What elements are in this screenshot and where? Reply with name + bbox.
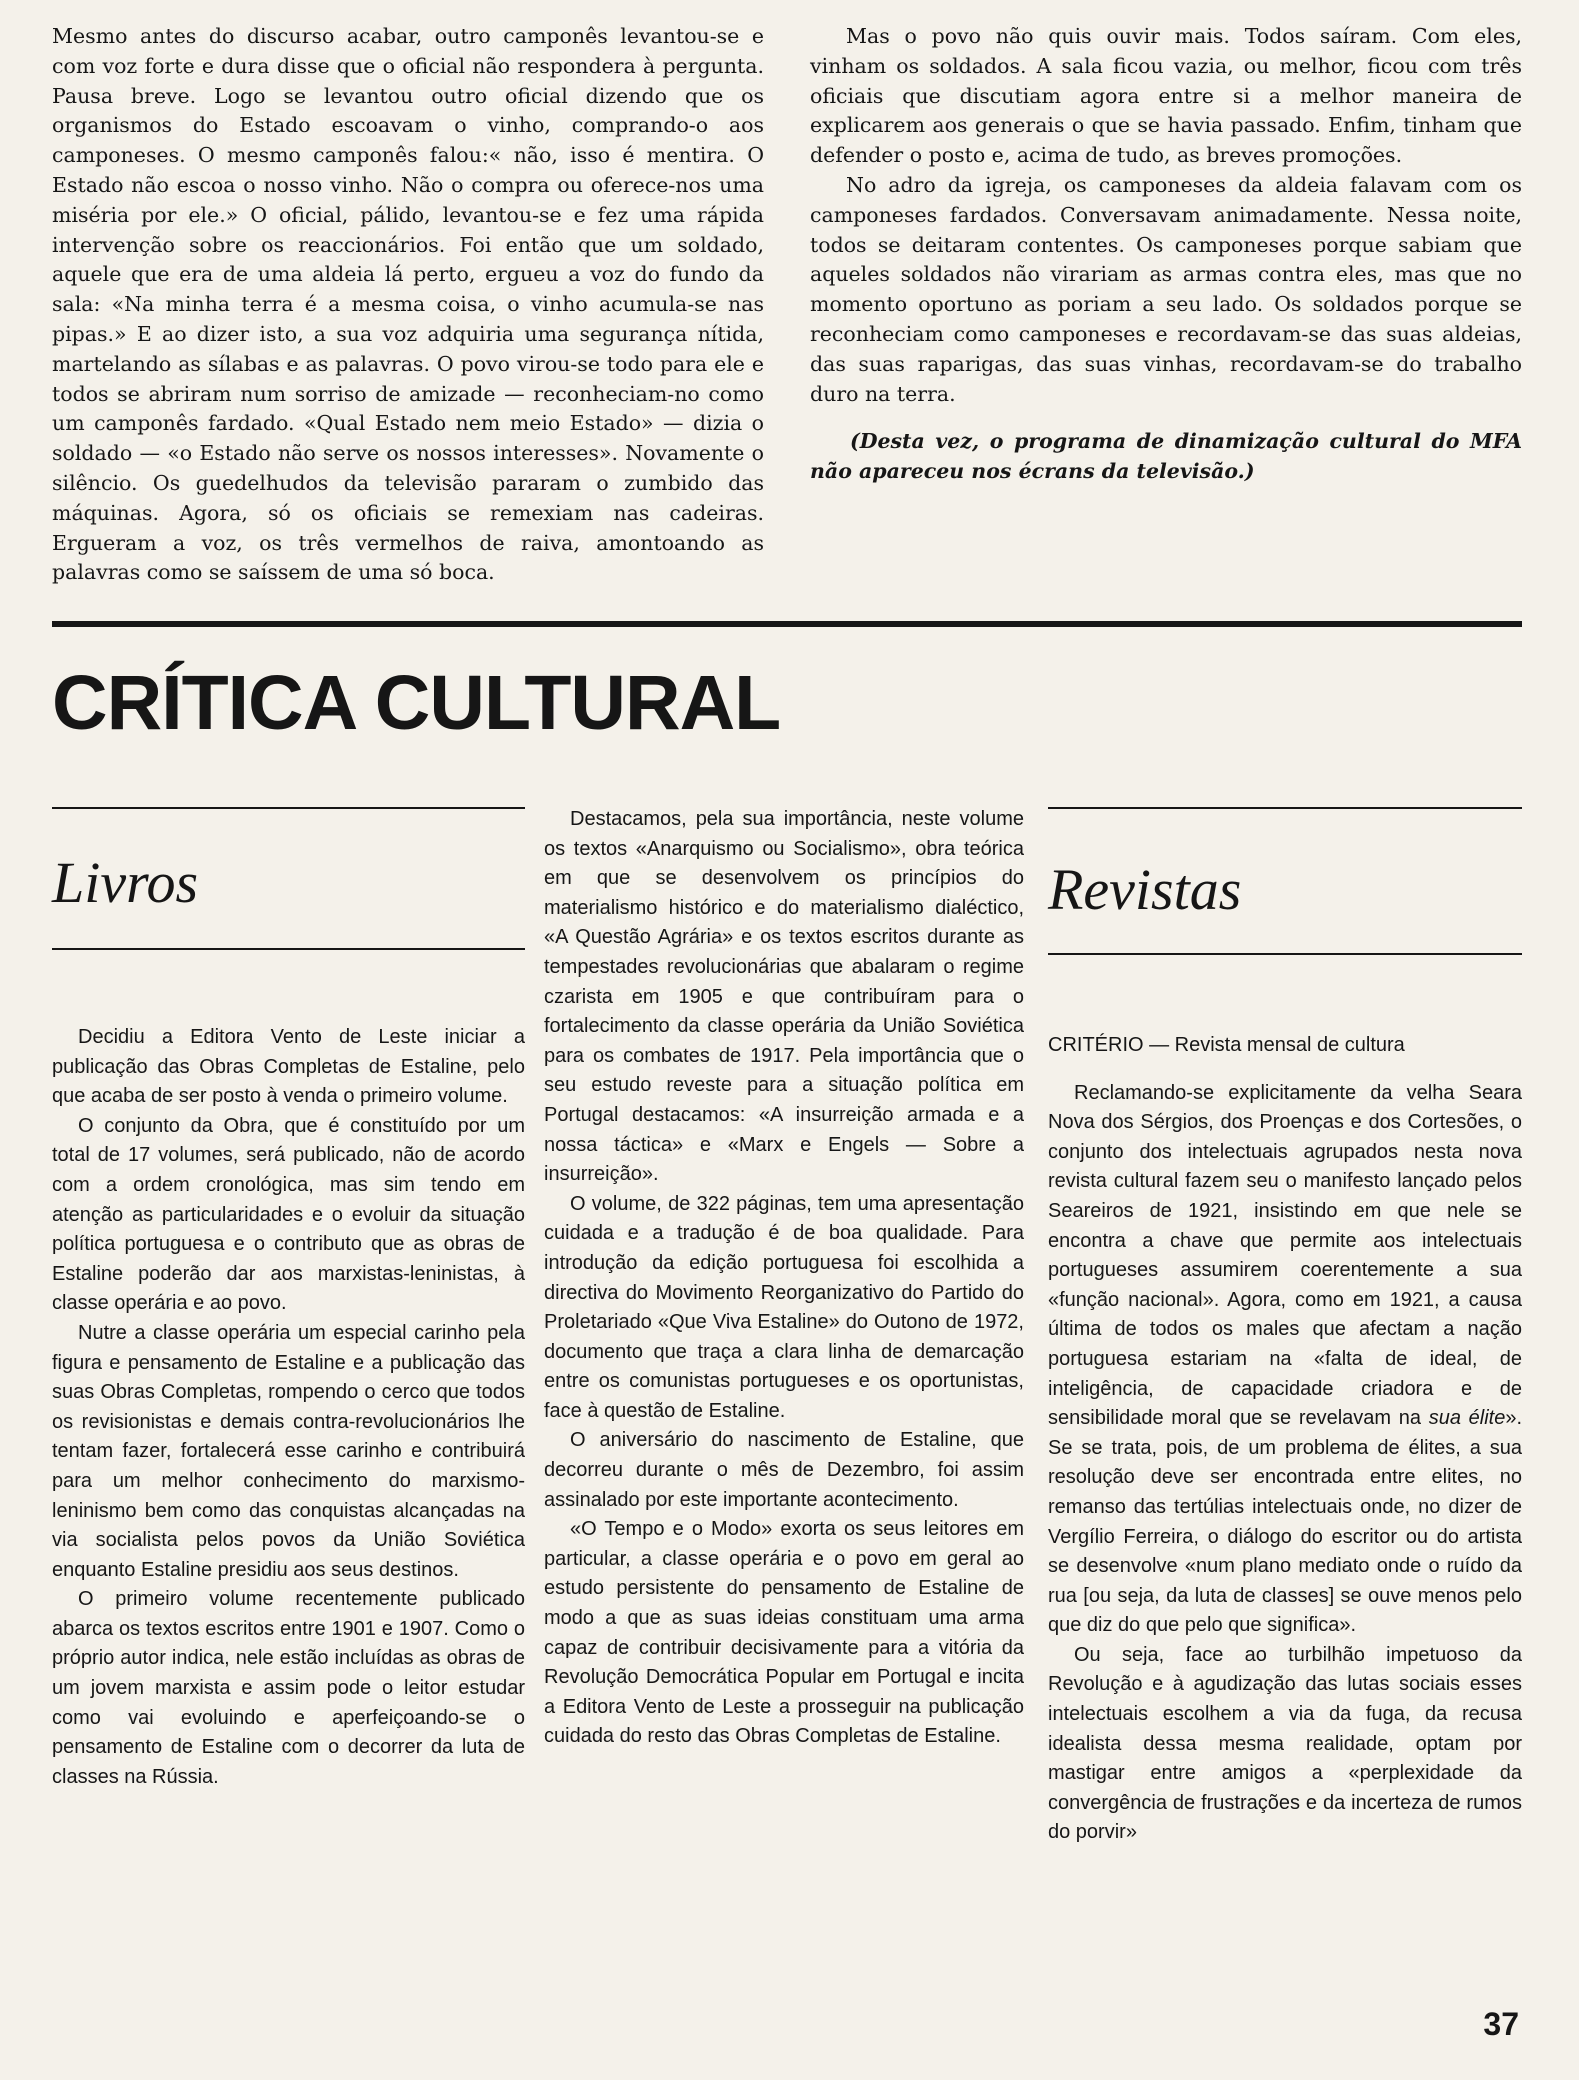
livros-paragraph: O conjunto da Obra, que é constituído por um total de 17 volumes, será publicado, não de acordo com a ordem cronológica, mas sim tendo em atenção as particularidades e o evoluir da situação política portuguesa e o contributo que as obras de Estaline poderão dar aos marxistas-leninistas, à classe operária e ao povo. (52, 1114, 525, 1315)
livros-paragraph: O primeiro volume recentemente publicado abarca os textos escritos entre 1901 e 1907. Como o próprio autor indica, nele estão incluídas as obras de um jovem marxista e assim pode o leitor estudar como vai evoluindo e aperfeiçoando-se o pensamento de Estaline com o decorrer da luta de classes na Rússia. (52, 1588, 525, 1788)
revistas-emphasis: sua élite (1428, 1407, 1506, 1430)
section-divider (52, 621, 1522, 627)
livros-heading: Livros (52, 850, 199, 915)
story-paragraph: Mesmo antes do discurso acabar, outro camponês levantou-se e com voz forte e dura disse que o oficial não respondera à pergunta. Pausa breve. Logo se levantou outro oficial dizendo que os organismos do Estado escoavam o vinho, comprando-o aos camponeses. O mesmo camponês falou:« não, isso é mentira. O Estado não escoa o nosso vinho. Não o compra ou oferece-nos uma miséria por ele.» O oficial, pálido, levantou-se e fez uma rápida intervenção sobre os reaccionários. Foi então que um soldado, aquele que era de uma aldeia lá perto, ergueu a voz do fundo da sala: «Na minha terra é a mesma coisa, o vinho acumula-se nas pipas.» E ao dizer isto, a sua voz adquiria uma segurança nítida, martelando as sílabas e as palavras. O povo virou-se todo para ele e todos se abriram num sorriso de amizade — reconheciam-no como um camponês fardado. «Qual Estado nem meio Estado» — dizia o soldado — «o Estado não serve os nossos interesses». Novamente o silêncio. Os guedelhudos da televisão pararam o zumbido das máquinas. Agora, só os oficiais se remexiam nas cadeiras. Ergueram a voz, os três vermelhos de raiva, amontoando as palavras como se saíssem de uma só boca. (52, 24, 764, 585)
story-column-left (52, 22, 764, 588)
story-column-right (810, 22, 1522, 487)
story-credit: (Desta vez, o programa de dinamização cultural do MFA não apareceu nos écrans da televisão.) (810, 429, 1522, 484)
livros-rule-bottom (52, 948, 525, 950)
middle-paragraph: Destacamos, pela sua importância, neste volume os textos «Anarquismo ou Socialismo», obra teórica em que se desenvolvem os princípios do materialismo histórico e do materialismo dialéctico, «A Questão Agrária» e os textos escritos durante as tempestades revolucionárias que abalaram o regime czarista em 1905 e que contribuíram para o fortalecimento da classe operária da União Soviética para os combates de 1917. Pela importância que o seu estudo reveste para a situação política em Portugal destacamos: «A insurreição armada e a nossa táctica» e «Marx e Engels — Sobre a insurreição». (544, 808, 1024, 1186)
middle-paragraph: O aniversário do nascimento de Estaline, que decorreu durante o mês de Dezembro, foi assim assinalado por este importante acontecimento. (544, 1429, 1024, 1511)
revistas-rule-top (1048, 807, 1522, 809)
middle-paragraph: O volume, de 322 páginas, tem uma apresentação cuidada e a tradução é de boa qualidade. Para introdução da edição portuguesa foi escolhida a directiva do Movimento Reorganizativo do Partido do Proletariado «Que Viva Estaline» do Outono de 1972, documento que traça a clara linha de demarcação entre os comunistas portugueses e os oportunistas, face à questão de Estaline. (544, 1192, 1024, 1422)
livros-paragraph: Nutre a classe operária um especial carinho pela figura e pensamento de Estaline e a publicação das suas Obras Completas, rompendo o cerco que todos os revisionistas e demais contra-revolucionários lhe tentam fazer, fortalecerá esse carinho e contribuirá para um melhor conhecimento do marxismo-leninismo bem como das conquistas alcançadas na via socialista pelos povos da União Soviética enquanto Estaline presidiu aos seus destinos. (52, 1321, 525, 1581)
revistas-column (1048, 1031, 1522, 1848)
story-paragraph: Mas o povo não quis ouvir mais. Todos saíram. Com eles, vinham os soldados. A sala ficou vazia, ou melhor, ficou com três oficiais que discutiam agora entre si a melhor maneira de explicarem aos generais o que se havia passado. Enfim, tinham que defender o posto e, acima de tudo, as breves promoções. (810, 24, 1522, 168)
middle-paragraph: «O Tempo e o Modo» exorta os seus leitores em particular, a classe operária e o povo em geral ao estudo persistente do pensamento de Estaline de modo a que as suas ideias constituam uma arma capaz de contribuir decisivamente para a vitória da Revolução Democrática Popular em Portugal e incita a Editora Vento de Leste a prosseguir na publicação cuidada do resto das Obras Completas de Estaline. (544, 1518, 1024, 1748)
livros-rule-top (52, 807, 525, 809)
livros-paragraph: Decidiu a Editora Vento de Leste iniciar a publicação das Obras Completas de Estaline, pelo que acaba de ser posto à venda o primeiro volume. (52, 1026, 525, 1108)
livros-column (52, 1023, 525, 1792)
section-title: CRÍTICA CULTURAL (52, 660, 781, 746)
page-number: 37 (1483, 2006, 1519, 2042)
revistas-rule-bottom (1048, 953, 1522, 955)
revistas-lead: CRITÉRIO — Revista mensal de cultura (1048, 1034, 1405, 1056)
revistas-text: Reclamando-se explicitamente da velha Seara Nova dos Sérgios, dos Proenças e dos Cortesões, o conjunto dos intelectuais agrupados nesta nova revista cultural fazem seu o manifesto lançado pelos Seareiros de 1921, insistindo em que nele se encontra a chave que permite aos intelectuais portugueses assumirem coerentemente a sua «função nacional». Agora, como em 1921, a causa última de todos os males que afectam a nação portuguesa estariam na «falta de ideal, de inteligência, de capacidade criadora e de sensibilidade moral que se revelavam na (1048, 1081, 1522, 1430)
revistas-paragraph: Ou seja, face ao turbilhão impetuoso da Revolução e à agudização das lutas sociais esses intelectuais escolhem a via da fuga, da recusa idealista dessa mesma realidade, optam por mastigar entre amigos a «perplexidade da convergência de frustrações e da incerteza de rumos do porvir» (1048, 1643, 1522, 1844)
middle-column (544, 805, 1024, 1752)
revistas-paragraph (1048, 1079, 1522, 1641)
revistas-text: ». Se se trata, pois, de um problema de élites, a sua resolução deve ser encontrada entre elites, no remanso das tertúlias intelectuais onde, no dizer de Vergílio Ferreira, o diálogo do escritor ou do artista se desenvolve «num plano mediato onde o ruído da rua [ou seja, da luta de classes] se ouve menos pelo que diz do que pelo que significa». (1048, 1407, 1523, 1637)
story-paragraph: No adro da igreja, os camponeses da aldeia falavam com os camponeses fardados. Conversavam animadamente. Nessa noite, todos se deitaram contentes. Os camponeses porque sabiam que aqueles soldados não virariam as armas contra eles, mas que no momento oportuno as poriam a seu lado. Os soldados porque se reconheciam como camponeses e recordavam-se das suas aldeias, das suas raparigas, das suas vinhas, recordavam-se do trabalho duro na terra. (810, 172, 1522, 406)
revistas-heading: Revistas (1048, 857, 1242, 922)
